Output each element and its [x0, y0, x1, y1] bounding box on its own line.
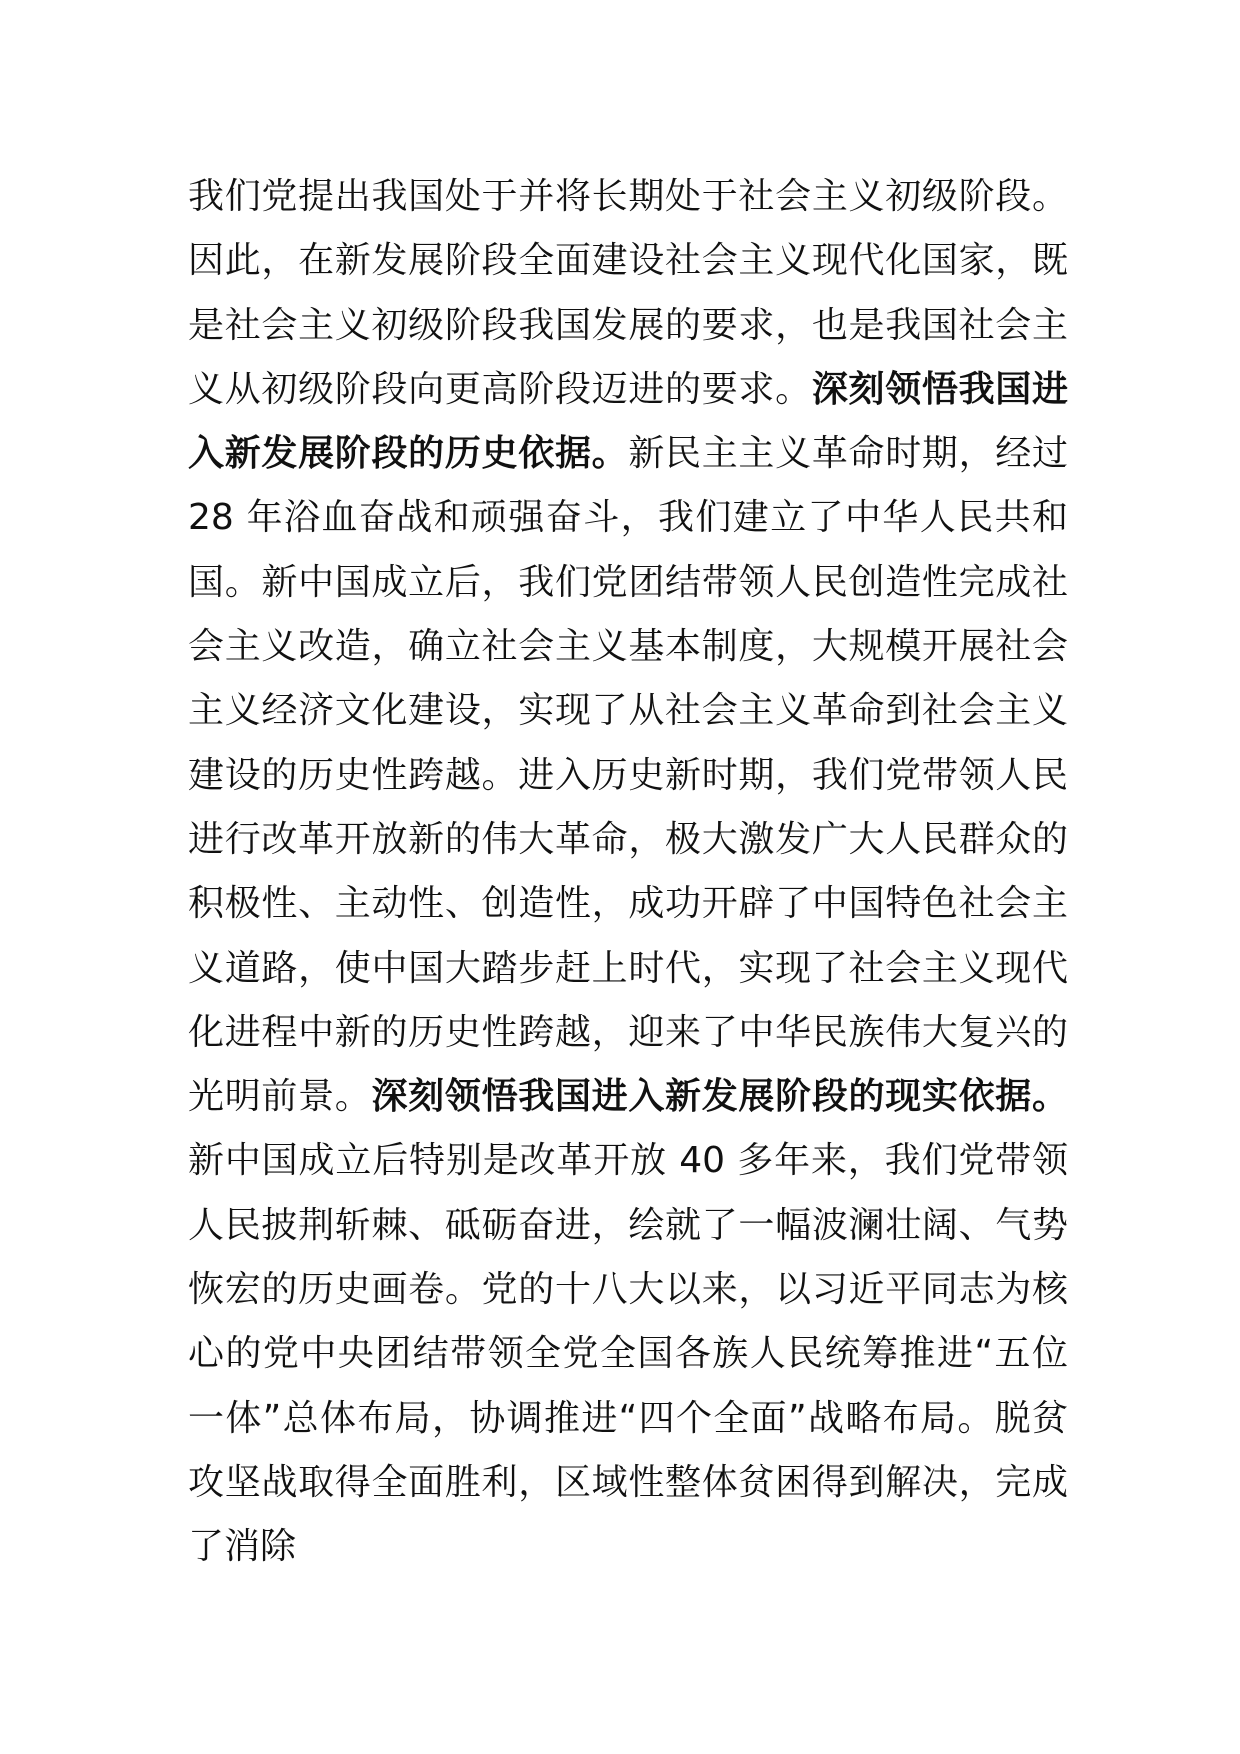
bold-heading-historical-basis: 深刻领悟我国进入新发展阶段的历史依据。	[188, 368, 1068, 475]
body-paragraph	[188, 165, 1068, 1580]
text-segment: 新民主主义革命时期，经过 28 年浴血奋战和顽强奋斗，我们建立了中华人民共和国。新中国成立后，我们党团结带领人民创造性完成社会主义改造，确立社会主义基本制度，大规模开展社会主义经济文化建设，实现了从社会主义革命到社会主义建设的历史性跨越。进入历史新时期，我们党带领人民进行改革开放新的伟大革命，极大激发广大人民群众的积极性、主动性、创造性，成功开辟了中国特色社会主义道路，使中国大踏步赶上时代，实现了社会主义现代化进程中新的历史性跨越，迎来了中华民族伟大复兴的光明前景。	[188, 433, 1068, 1118]
bold-heading-practical-basis: 深刻领悟我国进入新发展阶段的现实依据。	[371, 1076, 1068, 1118]
text-segment: 我们党提出我国处于并将长期处于社会主义初级阶段。因此，在新发展阶段全面建设社会主义现代化国家，既是社会主义初级阶段我国发展的要求，也是我国社会主义从初级阶段向更高阶段迈进的要求。	[188, 176, 1068, 410]
text-segment: 新中国成立后特别是改革开放 40 多年来，我们党带领人民披荆斩棘、砥砺奋进，绘就了一幅波澜壮阔、气势恢宏的历史画卷。党的十八大以来，以习近平同志为核心的党中央团结带领全党全国各族人民统筹推进“五位一体”总体布局，协调推进“四个全面”战略布局。脱贫攻坚战取得全面胜利，区域性整体贫困得到解决，完成了消除	[188, 1140, 1068, 1568]
